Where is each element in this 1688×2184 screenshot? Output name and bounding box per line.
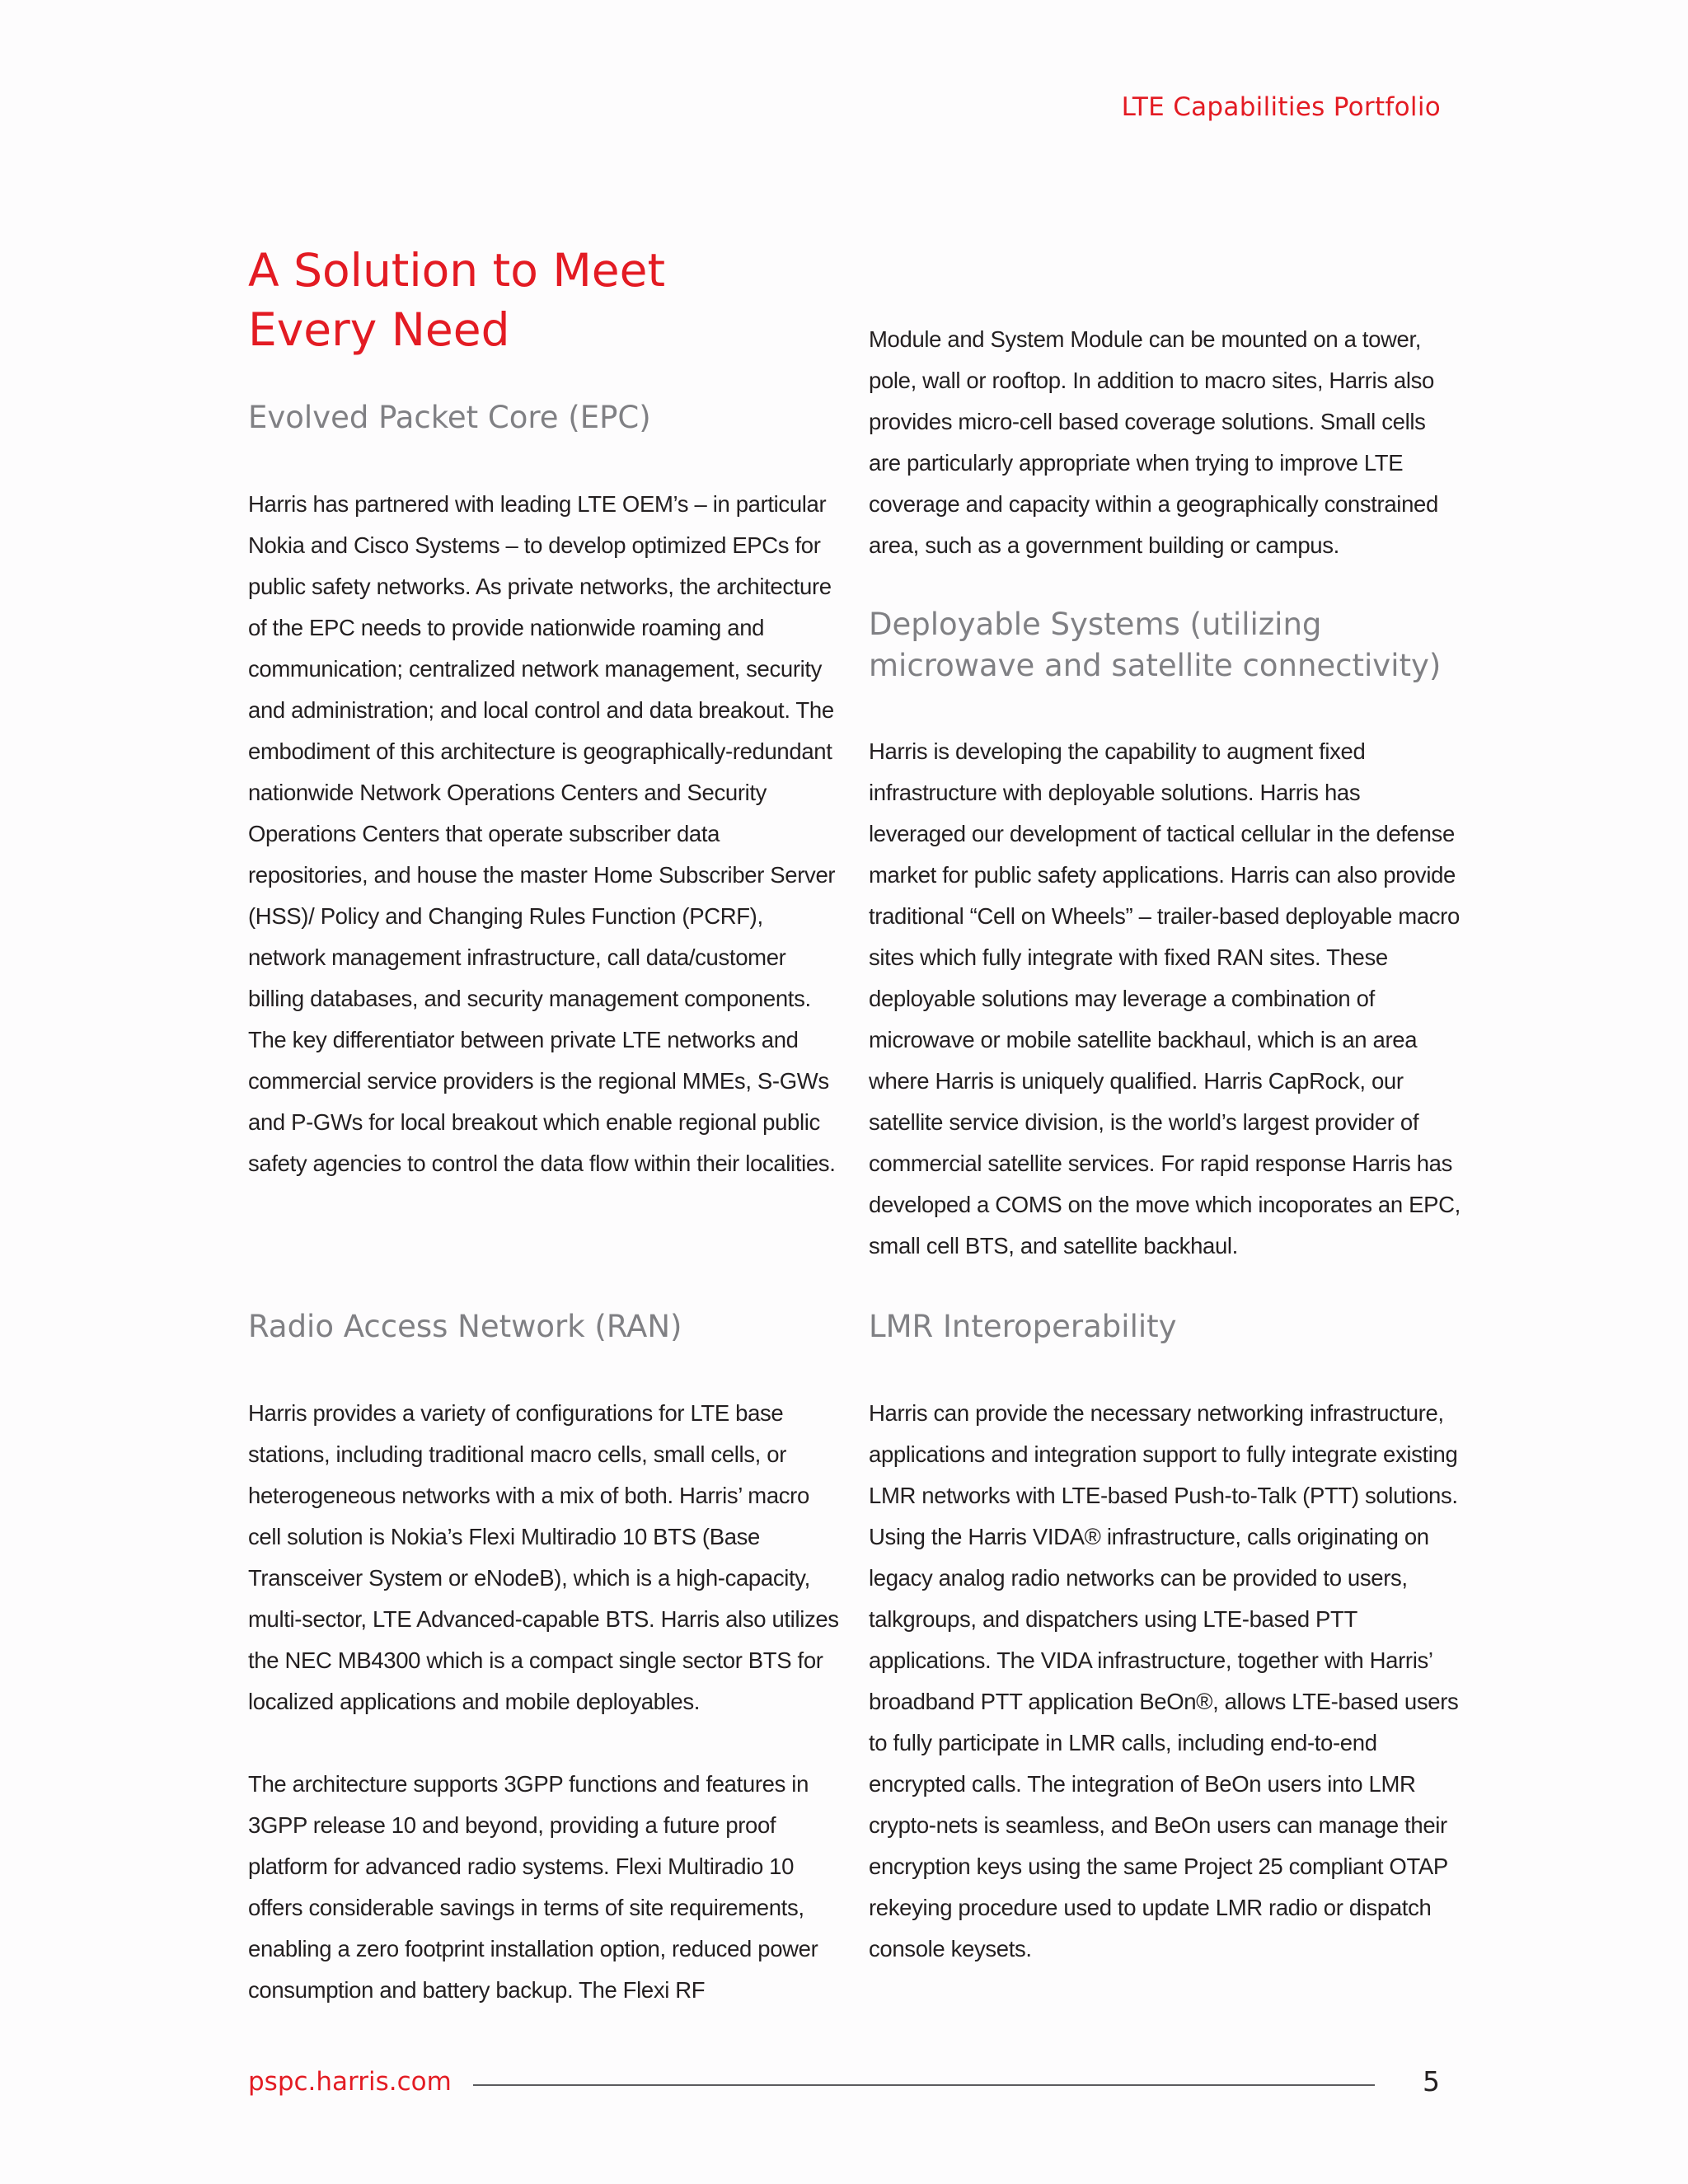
epc-heading: Evolved Packet Core (EPC) — [248, 400, 651, 435]
ran-paragraph-1: Harris provides a variety of configurations for LTE base stations, including traditional macro cells, small cells, or heterogeneous networks with a mix of both. Harris’ macro cell solution is Nokia’s Flexi Multiradio 10 BTS (Base Transceiver System or eNodeB), which is a high-capacity, multi-sector, LTE Advanced-capable BTS. Harris also utilizes the NEC MB4300 which is a compact single sector BTS for localized applications and mobile deployables. — [248, 1400, 839, 1714]
lmr-paragraph: Harris can provide the necessary networking infrastructure, applications and integration support to fully integrate existing LMR networks with LTE-based Push-to-Talk (PTT) solutions. Using the Harris VIDA® infrastructure, calls originating on legacy analog radio networks can be provided to users, talkgroups, and dispatchers using LTE-based PTT applications. The VIDA infrastructure, together with Harris’ broadband PTT application BeOn®, allows LTE-based users to fully participate in LMR calls, including end-to-end encrypted calls. The integration of BeOn users into LMR crypto-nets is seamless, and BeOn users can manage their encryption keys using the same Project 25 compliant OTAP rekeying procedure used to update LMR radio or dispatch console keysets. — [869, 1400, 1459, 1961]
lmr-heading: LMR Interoperability — [869, 1309, 1177, 1344]
page-title-line-2: Every Need — [248, 303, 510, 356]
footer-url-link[interactable]: pspc.harris.com — [248, 2067, 452, 2097]
deployable-heading: Deployable Systems (utilizing microwave and satellite connectivity) — [869, 607, 1442, 683]
page-number: 5 — [1423, 2065, 1440, 2097]
running-header: LTE Capabilities Portfolio — [1121, 92, 1441, 122]
footer-divider — [473, 2084, 1375, 2086]
ran-heading: Radio Access Network (RAN) — [248, 1309, 682, 1344]
deployable-paragraph: Harris is developing the capability to augment fixed infrastructure with deployable solutions. Harris has leveraged our development of tactical cellular in the defense market for public safety applications. Harris can also provide traditional “Cell on Wheels” – trailer-based deployable macro sites which fully integrate with fixed RAN sites. These deployable solutions may leverage a combination of microwave or mobile satellite backhaul, which is an area where Harris is uniquely qualified. Harris CapRock, our satellite service division, is the world’s largest provider of commercial satellite services. For rapid response Harris has developed a COMS on the move which incoporates an EPC, small cell BTS, and satellite backhaul. — [869, 738, 1461, 1258]
page-title — [248, 241, 665, 359]
page-title-line-1: A Solution to Meet — [248, 244, 666, 297]
epc-paragraph: Harris has partnered with leading LTE OEM’s – in particular Nokia and Cisco Systems – to develop optimized EPCs for public safety networks. As private networks, the architecture of the EPC needs to provide nationwide roaming and communication; centralized network management, security and administration; and local control and data breakout. The embodiment of this architecture is geographically-redundant nationwide Network Operations Centers and Security Operations Centers that operate subscriber data repositories, and house the master Home Subscriber Server (HSS)/ Policy and Changing Rules Function (PCRF), network management infrastructure, call data/customer billing databases, and security management components. The key differentiator between private LTE networks and commercial service providers is the regional MMEs, S-GWs and P-GWs for local breakout which enable regional public safety agencies to control the data flow within their localities. — [248, 491, 836, 1176]
ran-continuation-paragraph: Module and System Module can be mounted on a tower, pole, wall or rooftop. In addition to macro sites, Harris also provides micro-cell based coverage solutions. Small cells are particularly appropriate when trying to improve LTE coverage and capacity within a geographically constrained area, such as a government building or campus. — [869, 326, 1438, 558]
ran-paragraph-2: The architecture supports 3GPP functions and features in 3GPP release 10 and beyond, providing a future proof platform for advanced radio systems. Flexi Multiradio 10 offers considerable savings in terms of site requirements, enabling a zero footprint installation option, reduced power consumption and battery backup. The Flexi RF — [248, 1771, 818, 2003]
